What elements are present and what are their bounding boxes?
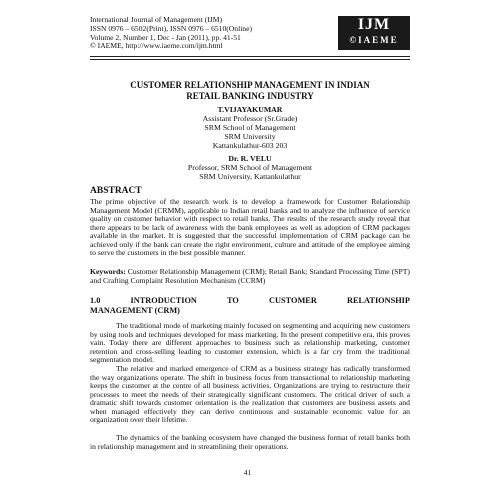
author-block-1 <box>90 106 410 151</box>
keywords-label: Keywords: <box>90 267 126 276</box>
section-heading <box>90 296 410 315</box>
author-role: Assistant Professor (Sr.Grade) <box>202 113 298 123</box>
body-paragraph-3: The dynamics of the banking ecosystem have changed the business format of retail banks both in relationship management and in streamlining their operations. <box>90 433 410 451</box>
section-word: RELATIONSHIP <box>346 296 410 305</box>
publisher-line: © IAEME, http://www.iaeme.com/ijm.html <box>90 41 223 51</box>
section-word: CUSTOMER <box>269 296 317 305</box>
logo-subtitle: ©IAEME <box>349 35 399 45</box>
journal-logo <box>338 16 410 50</box>
logo-title: IJM <box>357 16 391 33</box>
author-block-2 <box>90 155 410 182</box>
body-paragraph-2: The relative and marked emergence of CRM as a business strategy has radically transformed the way organizations operate. The shift in business focus from transactional to relationship marketing keeps the customer at the centre of all business activities. Organizations are trying to restructure their processes to meet the needs of their strategically significant customers. The critical driver of such a dramatic shift towards customer orientation is the realization that customers are business assets and when managed effectively they can derive continuous and sustainable economic value for an organization over their lifetime. <box>90 364 410 425</box>
section-number: 1.0 <box>90 296 101 305</box>
author-role: Professor, SRM School of Management <box>187 162 313 172</box>
title-line-2: RETAIL BANKING INDUSTRY <box>186 90 314 101</box>
body-paragraph-1: The traditional mode of marketing mainly focused on segmenting and acquiring new customers by using tools and techniques developed for mass marketing. In the present competitive era, this proves vain. Today there are different approaches to business such as relationship marketing, customer retention and cross-selling leading to customer extension, which is a far cry from the traditional segmentation model. <box>90 321 410 365</box>
author-name: Dr. R. VELU <box>228 154 272 163</box>
header-divider-thin <box>90 59 410 60</box>
page-number: 41 <box>243 468 252 477</box>
section-word: INTRODUCTION <box>130 296 197 305</box>
volume-line: Volume 2, Number 1, Dec - Jan (2011), pp. 41-51 <box>90 32 241 42</box>
journal-name: International Journal of Management (IJM) <box>90 15 223 24</box>
keywords-text: Customer Relationship Management (CRM); Retail Bank; Standard Processing Time (SPT) and Crafting Complaint Resolution Mechanism (CCRM) <box>90 267 410 285</box>
author-department: SRM School of Management <box>204 122 296 132</box>
author-university: SRM University, Kattankulathur <box>199 171 301 181</box>
header-divider <box>90 56 410 57</box>
author-name: T.VIJAYAKUMAR <box>217 105 283 114</box>
abstract-heading: ABSTRACT <box>90 186 142 196</box>
abstract-text: The prime objective of the research work is to develop a framework for Customer Relationship Management Model (CRMM), applicable to Indian retail banks and to analyze the influence of service quality on customer behavior with respect to retail banks. The results of the research study reveal that there appears to be lack of awareness with the bank employees as well as adoption of CRM packages available in the market. It is suggested that the successful implementation of CRM package can be achieved only if the bank can create the right environment, culture and attitude of the employee aiming to serve the customers in the best possible manner. <box>90 197 410 258</box>
paper-title <box>90 80 410 101</box>
author-city: Kattankulathur-603 203 <box>212 140 288 150</box>
section-word: TO <box>227 296 239 305</box>
section-heading-line-2: MANAGEMENT (CRM) <box>90 305 180 315</box>
issn-line: ISSN 0976 – 6502(Print), ISSN 0976 – 6510(Online) <box>90 23 253 33</box>
title-line-1: CUSTOMER RELATIONSHIP MANAGEMENT IN INDIAN <box>130 80 370 90</box>
author-university: SRM University <box>224 131 276 141</box>
keywords <box>90 268 410 285</box>
